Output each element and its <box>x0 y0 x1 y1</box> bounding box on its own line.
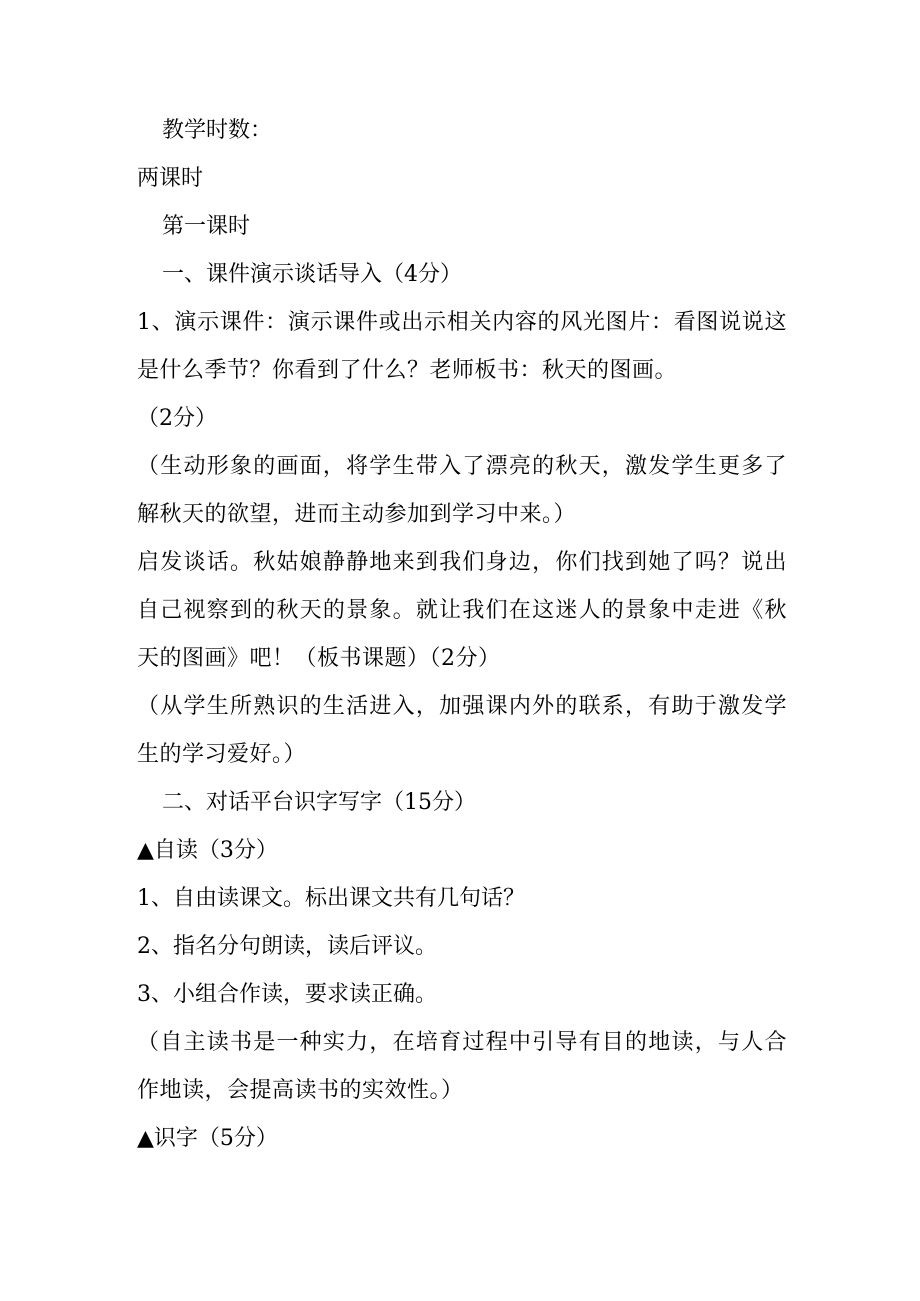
document-body <box>137 107 787 1163</box>
reading-step-three: 3、小组合作读，要求读正确。 <box>137 982 437 1007</box>
step-one-paragraph: 1、演示课件：演示课件或出示相关内容的风光图片：看图说说这是什么季节？你看到了什么？老师板书：秋天的图画。 <box>137 310 787 383</box>
self-reading-heading: ▲自读（3分） <box>137 838 278 863</box>
design-note-one: （生动形象的画面，将学生带入了漂亮的秋天，激发学生更多了解秋天的欲望，进而主动参加到学习中来。） <box>137 454 787 527</box>
step-one-score: （2分） <box>137 406 217 431</box>
lesson-one-heading: 第一课时 <box>162 214 251 239</box>
teaching-hours-value: 两课时 <box>137 166 204 191</box>
inspire-talk-paragraph: 启发谈话。秋姑娘静静地来到我们身边，你们找到她了吗？说出自己视察到的秋天的景象。就让我们在这迷人的景象中走进《秋天的图画》吧！（板书课题）（2分） <box>137 550 787 671</box>
reading-step-one: 1、自由读课文。标出课文共有几句话？ <box>137 886 525 911</box>
literacy-heading: ▲识字（5分） <box>137 1126 278 1151</box>
section-two-heading: 二、对话平台识字写字（15分） <box>162 790 476 815</box>
design-note-two: （从学生所熟识的生活进入，加强课内外的联系，有助于激发学生的学习爱好。） <box>137 694 787 767</box>
teaching-hours-label: 教学时数： <box>162 118 273 143</box>
design-note-three: （自主读书是一种实力，在培育过程中引导有目的地读，与人合作地读，会提高读书的实效性。） <box>137 1030 787 1103</box>
reading-step-two: 2、指名分句朗读，读后评议。 <box>137 934 437 959</box>
section-one-heading: 一、课件演示谈话导入（4分） <box>162 262 462 287</box>
